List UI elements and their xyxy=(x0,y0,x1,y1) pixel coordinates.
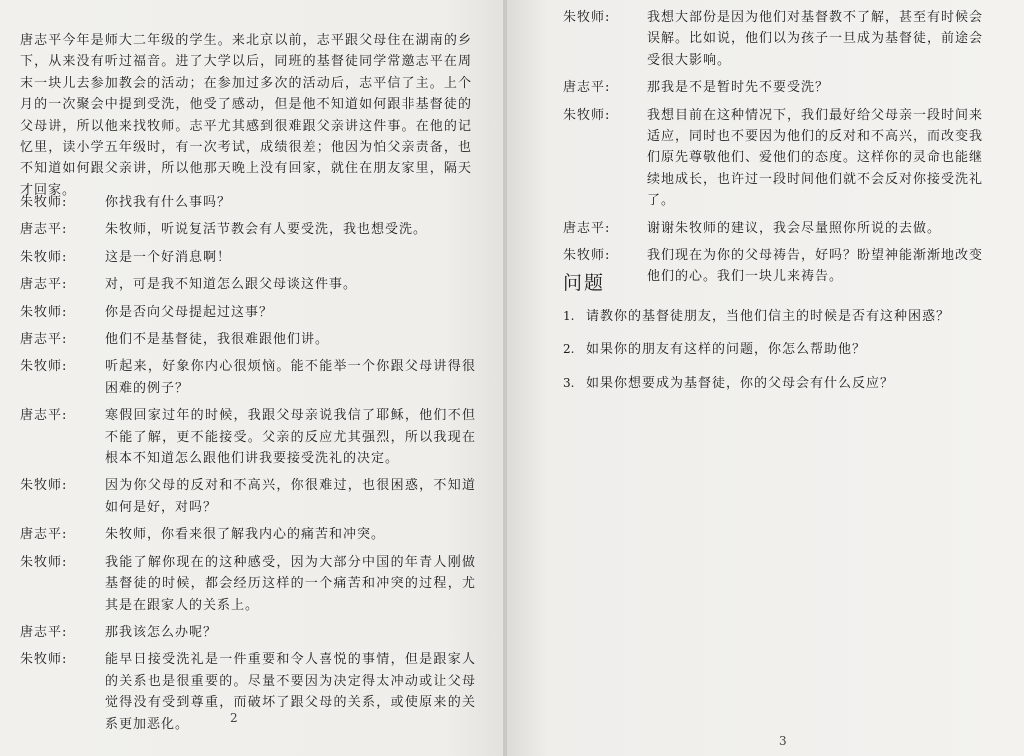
dialogue-line xyxy=(20,649,476,735)
dialogue-line xyxy=(20,274,476,295)
page-number: 2 xyxy=(230,711,238,725)
dialogue-line xyxy=(20,219,476,240)
speech-text: 那我是不是暂时先不要受洗？ xyxy=(647,80,830,96)
speech-text: 寒假回家过年的时候，我跟父母亲说我信了耶稣，他们不但不能了解，更不能接受。父亲的反应尤其强烈，所以我现在根本不知道怎么跟他们讲我要接受洗礼的决定。 xyxy=(105,408,476,467)
speaker-name: 朱牧师: xyxy=(20,304,68,320)
speaker-name: 朱牧师: xyxy=(20,249,68,265)
speaker-name: 朱牧师: xyxy=(563,10,611,25)
speech-text: 因为你父母的反对和不高兴，你很难过，也很困惑，不知道如何是好，对吗？ xyxy=(105,478,476,515)
speech-text: 这是一个好消息啊！ xyxy=(105,249,232,265)
speech-text: 那我该怎么办呢？ xyxy=(105,624,218,640)
speaker-name: 唐志平: xyxy=(563,220,611,236)
speaker-name: 唐志平: xyxy=(563,80,611,96)
dialogue-left xyxy=(20,192,476,741)
speech-text: 朱牧师，听说复活节教会有人要受洗，我也想受洗。 xyxy=(105,222,428,238)
dialogue-line xyxy=(563,245,983,288)
speech-text: 你是否向父母提起过这事？ xyxy=(105,304,274,320)
question-text: 请教你的基督徒朋友，当他们信主的时候是否有这种困惑？ xyxy=(586,309,951,324)
dialogue-line xyxy=(20,356,476,399)
speaker-name: 朱牧师: xyxy=(20,359,68,375)
speaker-name: 唐志平: xyxy=(20,332,68,348)
question-item xyxy=(563,373,973,394)
left-page xyxy=(0,0,505,756)
question-number: 2. xyxy=(563,342,575,357)
dialogue-line xyxy=(20,622,476,643)
speaker-name: 朱牧师: xyxy=(20,554,68,570)
intro-paragraph: 唐志平今年是师大二年级的学生。来北京以前，志平跟父母住在湖南的乡下，从来没有听过福音。进了大学以后，同班的基督徒同学常邀志平在周末一块儿去参加教会的活动；在参加过多次的活动后，志平信了主。上个月的一次聚会中提到受洗，他受了感动，但是他不知道如何跟非基督徒的父母讲，所以他来找牧师。志平尤其感到很难跟父亲讲这件事。在他的记忆里，读小学五年级时，有一次考试，成绩很差；他因为怕父亲责备，也不知道如何跟父亲讲，所以他那天晚上没有回家，就住在朋友家里，隔天才回家。 xyxy=(20,33,472,198)
speaker-name: 朱牧师: xyxy=(20,652,68,668)
speech-text: 我想大部份是因为他们对基督教不了解，甚至有时候会误解。比如说，他们以为孩子一旦成为基督徒，前途会受很大影响。 xyxy=(647,10,984,68)
speech-text: 听起来，好象你内心很烦恼。能不能举一个你跟父母讲得很困难的例子？ xyxy=(105,359,476,396)
speech-text: 你找我有什么事吗？ xyxy=(105,195,232,210)
page-number: 3 xyxy=(779,734,787,748)
dialogue-line xyxy=(20,552,476,616)
dialogue-line xyxy=(20,524,476,545)
speaker-name: 唐志平: xyxy=(20,408,68,424)
speaker-name: 朱牧师: xyxy=(20,478,68,494)
speaker-name: 朱牧师: xyxy=(563,107,611,123)
question-number: 1. xyxy=(563,309,575,323)
speech-text: 朱牧师，你看来很了解我内心的痛苦和冲突。 xyxy=(105,527,386,543)
speaker-name: 唐志平: xyxy=(20,277,68,293)
speech-text: 我们现在为你的父母祷告，好吗？盼望神能渐渐地改变他们的心。我们一块儿来祷告。 xyxy=(647,248,984,285)
speech-text: 能早日接受洗礼是一件重要和令人喜悦的事情，但是跟家人的关系也是很重要的。尽量不要因为决定得太冲动或让父母觉得没有受到尊重，而破坏了跟父母的关系，或使原来的关系更加恶化。 xyxy=(105,652,476,732)
right-page xyxy=(507,0,1024,756)
speech-text: 我想目前在这种情况下，我们最好给父母亲一段时间来适应，同时也不要因为他们的反对和不高兴，而改变我们原先尊敬他们、爱他们的态度。这样你的灵命也能继续地成长，也许过一段时间他们就不会反对你接受洗礼了。 xyxy=(647,107,984,209)
dialogue-line xyxy=(20,247,476,268)
questions-heading: 问题 xyxy=(563,272,606,294)
speaker-name: 唐志平: xyxy=(20,624,68,640)
dialogue-line xyxy=(563,7,983,71)
speaker-name: 唐志平: xyxy=(20,527,68,543)
speech-text: 谢谢朱牧师的建议，我会尽量照你所说的去做。 xyxy=(647,220,942,236)
question-text: 如果你想要成为基督徒，你的父母会有什么反应？ xyxy=(586,375,895,391)
speech-text: 他们不是基督徒，我很难跟他们讲。 xyxy=(105,332,330,348)
dialogue-line xyxy=(20,329,476,350)
dialogue-line xyxy=(563,77,983,98)
speaker-name: 朱牧师: xyxy=(20,195,68,210)
dialogue-line xyxy=(563,105,983,212)
speaker-name: 朱牧师: xyxy=(563,248,611,264)
question-item xyxy=(563,306,973,327)
dialogue-right xyxy=(563,7,983,294)
speaker-name: 唐志平: xyxy=(20,222,68,238)
speech-text: 对，可是我不知道怎么跟父母谈这件事。 xyxy=(105,277,358,293)
dialogue-line xyxy=(20,405,476,469)
questions-list xyxy=(563,306,973,406)
question-item xyxy=(563,339,973,360)
question-number: 3. xyxy=(563,375,575,390)
question-text: 如果你的朋友有这样的问题，你怎么帮助他？ xyxy=(586,342,867,358)
speech-text: 我能了解你现在的这种感受，因为大部分中国的年青人刚做基督徒的时候，都会经历这样的一个痛苦和冲突的过程，尤其是在跟家人的关系上。 xyxy=(105,554,476,613)
dialogue-line xyxy=(563,218,983,239)
dialogue-line xyxy=(20,302,476,323)
dialogue-line xyxy=(20,192,476,213)
dialogue-line xyxy=(20,475,476,518)
